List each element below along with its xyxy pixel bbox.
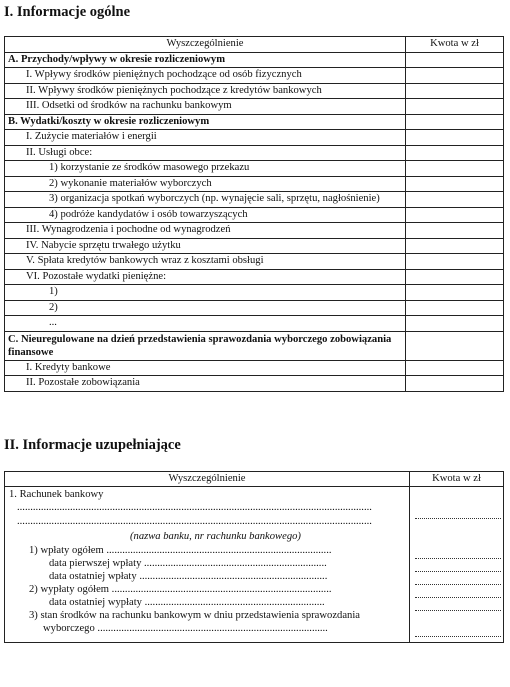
total-withdrawals-line: 2) wypłaty ogółem ................................................................................... <box>29 584 332 595</box>
row-label: 2) <box>5 300 406 316</box>
table-row <box>5 114 504 130</box>
total-deposits-line: 1) wpłaty ogółem ..................................................................................... <box>29 545 332 556</box>
table-row <box>5 316 504 332</box>
amount-cell[interactable] <box>406 52 504 68</box>
row-label: V. Spłata kredytów bankowych wraz z kosztami obsługi <box>5 254 406 270</box>
row-label: ... <box>5 316 406 332</box>
last-withdrawal-date-line: data ostatniej wypłaty .................................................................... <box>49 597 325 608</box>
table-row <box>5 331 504 360</box>
amount-field[interactable] <box>415 626 501 637</box>
column-divider <box>409 472 410 642</box>
amount-cell[interactable] <box>406 300 504 316</box>
table-row <box>5 285 504 301</box>
amount-cell[interactable] <box>406 254 504 270</box>
table-row <box>5 99 504 115</box>
table-row <box>5 300 504 316</box>
table-row <box>5 360 504 376</box>
table-row <box>5 223 504 239</box>
header-divider <box>5 486 503 487</box>
amount-cell[interactable] <box>406 145 504 161</box>
amount-field[interactable] <box>415 600 501 611</box>
amount-cell[interactable] <box>406 331 504 360</box>
table-row <box>5 52 504 68</box>
amount-cell[interactable] <box>406 285 504 301</box>
amount-field[interactable] <box>415 548 501 559</box>
row-label: I. Zużycie materiałów i energii <box>5 130 406 146</box>
table-row <box>5 376 504 392</box>
row-label: II. Wpływy środków pieniężnych pochodzące z kredytów bankowych <box>5 83 406 99</box>
amount-field[interactable] <box>415 574 501 585</box>
amount-cell[interactable] <box>406 68 504 84</box>
amount-cell[interactable] <box>406 130 504 146</box>
row-label: C. Nieuregulowane na dzień przedstawienia sprawozdania wyborczego zobowiązania finansowe <box>5 331 406 360</box>
amount-cell[interactable] <box>406 207 504 223</box>
table-row <box>5 83 504 99</box>
amount-field[interactable] <box>415 561 501 572</box>
table-row <box>5 130 504 146</box>
last-deposit-date-line: data ostatniej wpłaty ....................................................................... <box>49 571 328 582</box>
general-info-table <box>4 36 504 392</box>
bank-name-line[interactable]: ...................................................................................................................................... <box>17 502 372 513</box>
row-label: II. Pozostałe zobowiązania <box>5 376 406 392</box>
table-row <box>5 207 504 223</box>
row-label: I. Kredyty bankowe <box>5 360 406 376</box>
amount-cell[interactable] <box>406 99 504 115</box>
balance-line: 3) stan środków na rachunku bankowym w dniu przedstawienia sprawozdania <box>29 610 360 621</box>
table-row <box>5 68 504 84</box>
row-label: 1) korzystanie ze środków masowego przekazu <box>5 161 406 177</box>
amount-cell[interactable] <box>406 114 504 130</box>
header-description: Wyszczególnienie <box>5 37 406 53</box>
row-label: I. Wpływy środków pieniężnych pochodzące od osób fizycznych <box>5 68 406 84</box>
supplementary-info-table <box>4 471 504 643</box>
row-label: A. Przychody/wpływy w okresie rozliczeniowym <box>5 52 406 68</box>
amount-cell[interactable] <box>406 360 504 376</box>
amount-cell[interactable] <box>406 83 504 99</box>
amount-cell[interactable] <box>406 223 504 239</box>
table-row <box>5 176 504 192</box>
amount-cell[interactable] <box>406 161 504 177</box>
table-row <box>5 161 504 177</box>
amount-cell[interactable] <box>406 176 504 192</box>
row-label: III. Odsetki od środków na rachunku bankowym <box>5 99 406 115</box>
account-number-line[interactable]: ...................................................................................................................................... <box>17 516 372 527</box>
table-row <box>5 269 504 285</box>
amount-cell[interactable] <box>406 238 504 254</box>
row-label: III. Wynagrodzenia i pochodne od wynagrodzeń <box>5 223 406 239</box>
amount-field[interactable] <box>415 587 501 598</box>
balance-line-cont: wyborczego ....................................................................................... <box>43 623 328 634</box>
row-label: 2) wykonanie materiałów wyborczych <box>5 176 406 192</box>
amount-cell[interactable] <box>406 269 504 285</box>
table-row <box>5 238 504 254</box>
amount-cell[interactable] <box>406 316 504 332</box>
first-deposit-date-line: data pierwszej wpłaty ..................................................................... <box>49 558 327 569</box>
row-label: B. Wydatki/koszty w okresie rozliczeniowym <box>5 114 406 130</box>
header-amount: Kwota w zł <box>406 37 504 53</box>
section-2-title: II. Informacje uzupełniające <box>4 437 181 453</box>
header-description: Wyszczególnienie <box>168 473 246 484</box>
row-label: 4) podróże kandydatów i osób towarzyszących <box>5 207 406 223</box>
row-label: 1) <box>5 285 406 301</box>
amount-cell[interactable] <box>406 192 504 208</box>
table-row <box>5 145 504 161</box>
amount-cell[interactable] <box>406 376 504 392</box>
row-label: II. Usługi obce: <box>5 145 406 161</box>
row-label: 3) organizacja spotkań wyborczych (np. wynajęcie sali, sprzętu, nagłośnienie) <box>5 192 406 208</box>
row-label: VI. Pozostałe wydatki pieniężne: <box>5 269 406 285</box>
table-row <box>5 254 504 270</box>
bank-account-label: 1. Rachunek bankowy <box>9 489 104 500</box>
row-label: IV. Nabycie sprzętu trwałego użytku <box>5 238 406 254</box>
amount-field[interactable] <box>415 508 501 519</box>
table-header-row <box>5 37 504 53</box>
header-amount: Kwota w zł <box>432 473 481 484</box>
bank-caption: (nazwa banku, nr rachunku bankowego) <box>130 531 301 542</box>
section-1-title: I. Informacje ogólne <box>4 4 131 20</box>
table-row <box>5 192 504 208</box>
